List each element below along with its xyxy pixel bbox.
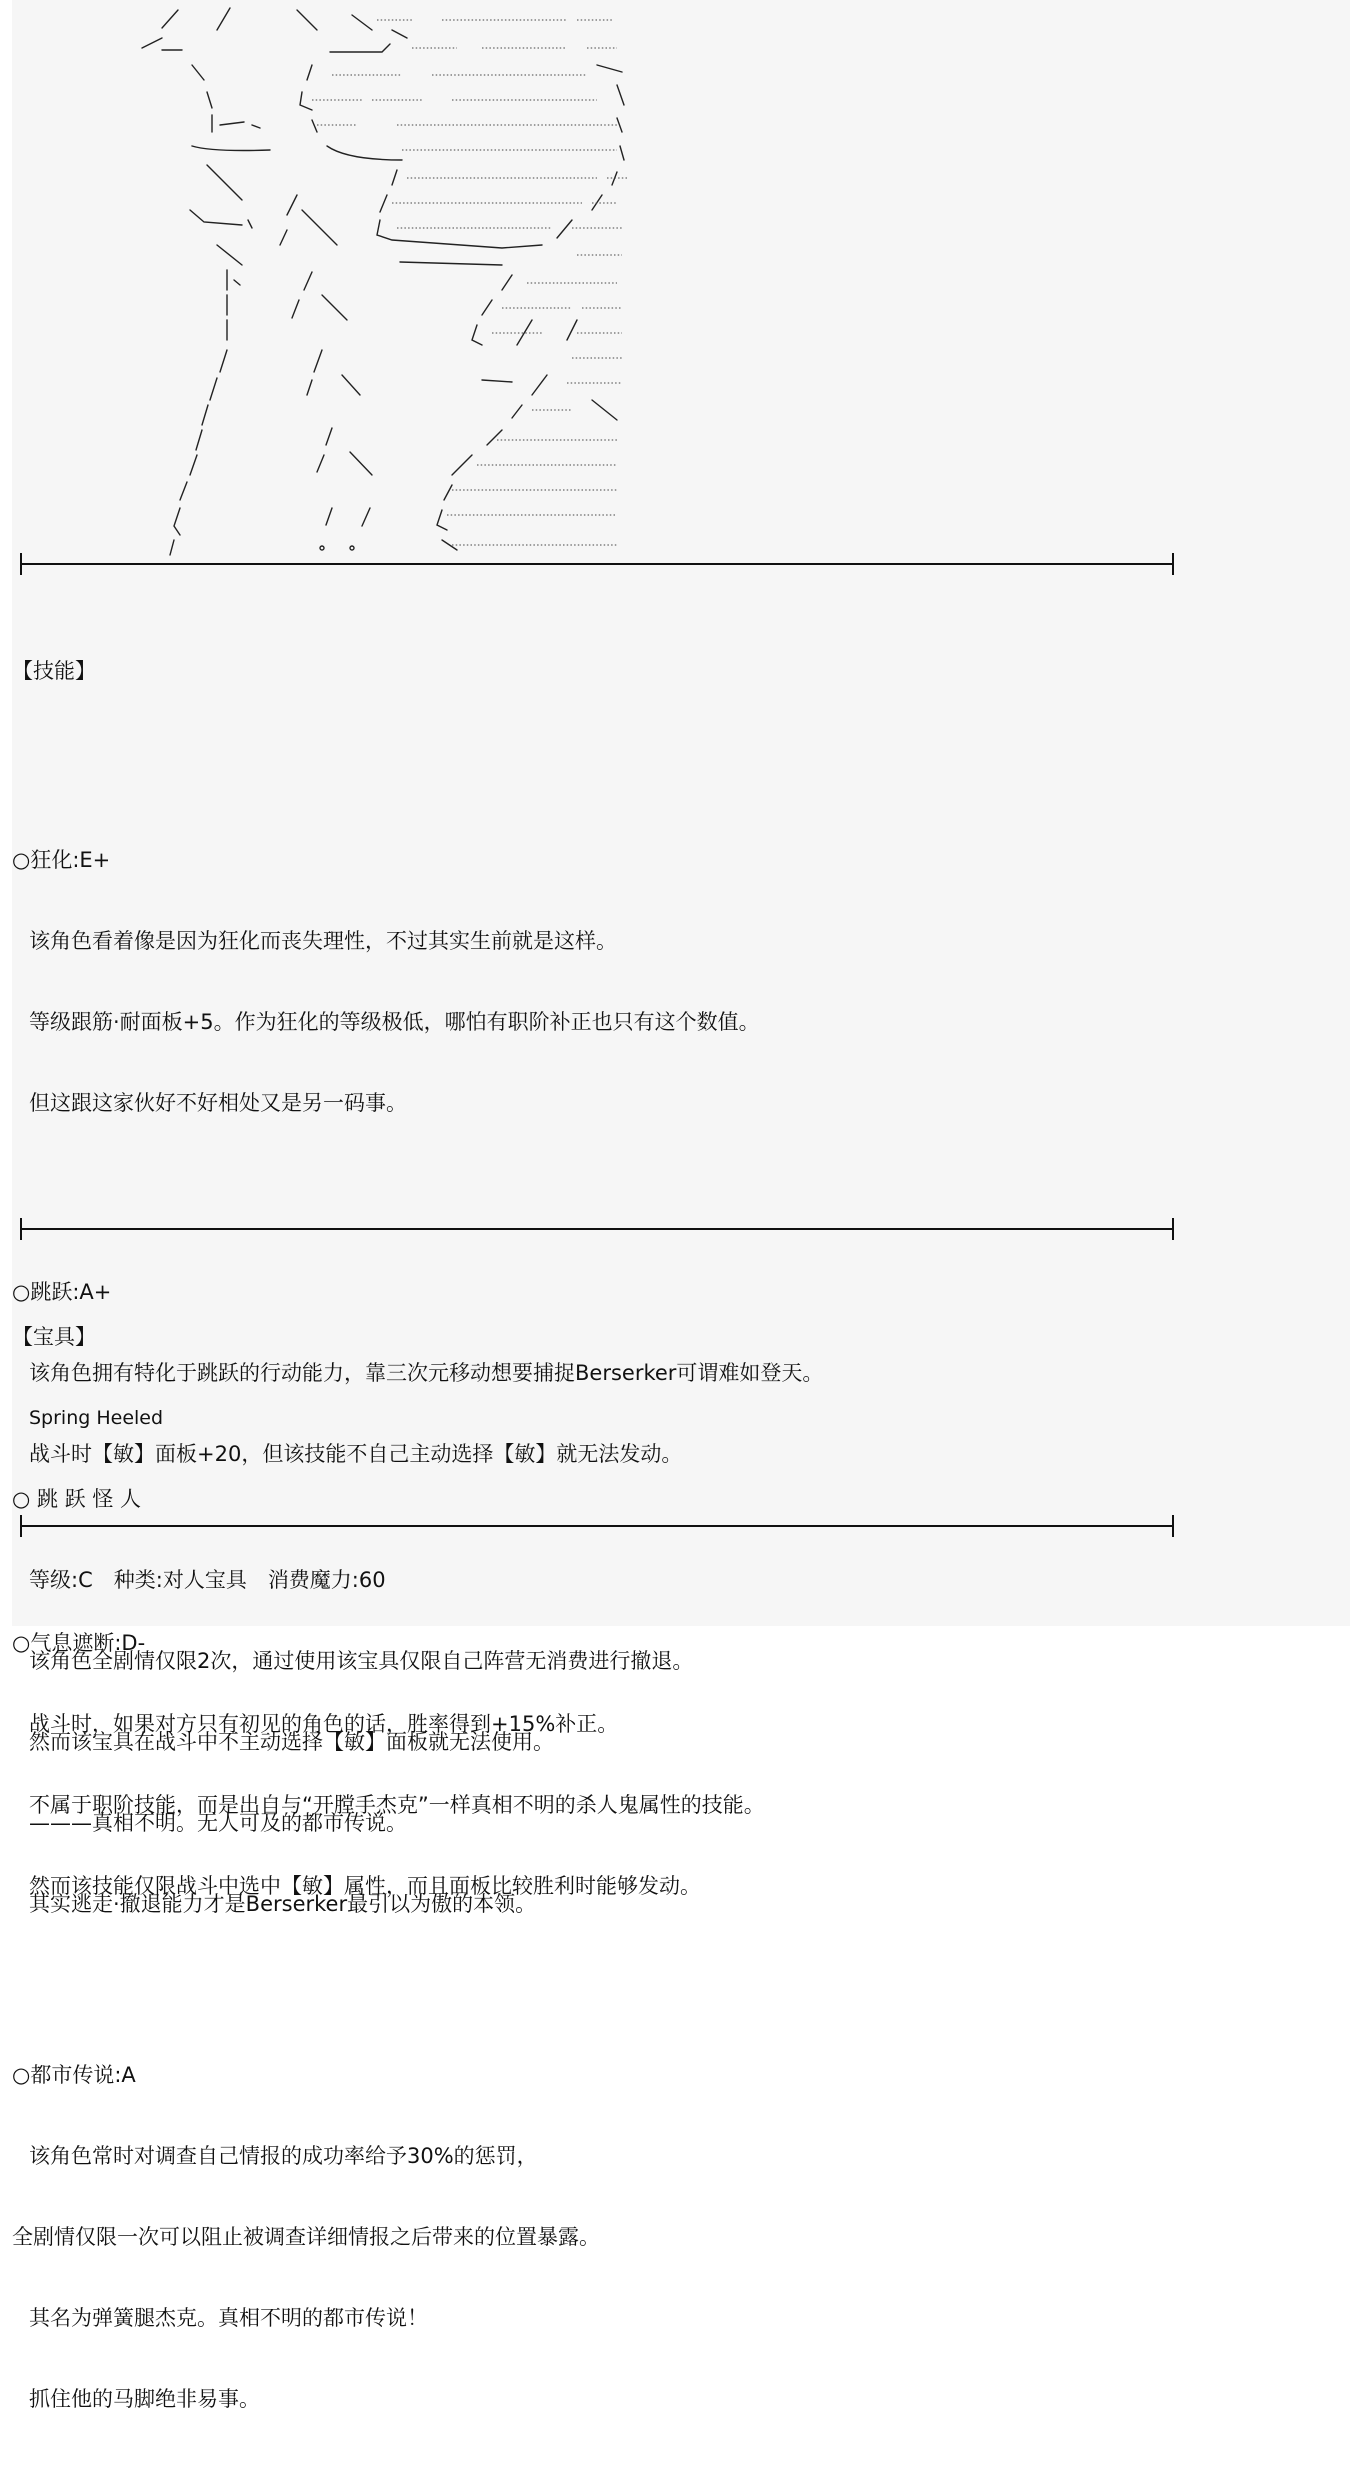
noble-phantasm-desc-line: 其实逃走·撤退能力才是Berserker最引以为傲的本领。 bbox=[29, 1892, 537, 1916]
skill-desc-line: 战斗时，如果对方只有初见的角色的话，胜率得到+15%补正。 bbox=[29, 1712, 619, 1736]
noble-phantasm-desc-line: 然而该宝具在战斗中不主动选择【敏】面板就无法使用。 bbox=[29, 1730, 554, 1754]
ascii-art-figure bbox=[12, 0, 1350, 575]
noble-phantasm-section bbox=[12, 1270, 693, 1972]
skill-desc-line: 然而该技能仅限战斗中选中【敏】属性，而且面板比较胜利时能够发动。 bbox=[29, 1874, 701, 1898]
noble-phantasm-stats: 等级:C 种类:对人宝具 消费魔力:60 bbox=[29, 1568, 386, 1592]
section-divider bbox=[20, 553, 1174, 575]
skill-desc-line: 不属于职阶技能，而是出自与“开膛手杰克”一样真相不明的杀人鬼属性的技能。 bbox=[29, 1793, 765, 1817]
noble-phantasm-desc-line: 该角色全剧情仅限2次，通过使用该宝具仅限自己阵营无消费进行撤退。 bbox=[29, 1649, 694, 1673]
document-page bbox=[12, 0, 1350, 2411]
skill-desc-line: 该角色看着像是因为狂化而丧失理性，不过其实生前就是这样。 bbox=[29, 929, 617, 953]
skill-desc-line: 等级跟筋·耐面板+5。作为狂化的等级极低，哪怕有职阶补正也只有这个数值。 bbox=[29, 1010, 760, 1034]
skill-title: ○跳跃:A+ bbox=[12, 1280, 112, 1304]
skill-desc-line: 抓住他的马脚绝非易事。 bbox=[29, 2387, 260, 2411]
skill-desc-line: 该角色常时对调查自己情报的成功率给予30%的惩罚， bbox=[29, 2144, 538, 2168]
skill-title: ○气息遮断:D- bbox=[12, 1631, 146, 1655]
skill-desc-line: 战斗时【敏】面板+20，但该技能不自己主动选择【敏】就无法发动。 bbox=[29, 1442, 683, 1466]
skill-title: ○都市传说:A bbox=[12, 2063, 136, 2087]
section-divider bbox=[20, 1515, 1174, 1537]
skill-desc-line: 但这跟这家伙好不好相处又是另一码事。 bbox=[29, 1091, 407, 1115]
noble-phantasm-header: 【宝具】 bbox=[12, 1325, 96, 1349]
noble-phantasm-desc-line: ———真相不明。无人可及的都市传说。 bbox=[29, 1811, 407, 1835]
section-divider bbox=[20, 1218, 1174, 1240]
skill-desc-line: 全剧情仅限一次可以阻止被调查详细情报之后带来的位置暴露。 bbox=[12, 2225, 600, 2249]
skills-header: 【技能】 bbox=[12, 659, 96, 683]
skill-desc-line: 其名为弹簧腿杰克。真相不明的都市传说！ bbox=[29, 2306, 428, 2330]
skill-desc-line: 该角色拥有特化于跳跃的行动能力，靠三次元移动想要捕捉Berserker可谓难如登天。 bbox=[29, 1361, 824, 1385]
ascii-art-drawing bbox=[12, 0, 1350, 575]
skill-title: ○狂化:E+ bbox=[12, 848, 111, 872]
noble-phantasm-title: ○ 跳 跃 怪 人 bbox=[12, 1487, 142, 1511]
noble-phantasm-ruby: Spring Heeled bbox=[29, 1407, 164, 1429]
